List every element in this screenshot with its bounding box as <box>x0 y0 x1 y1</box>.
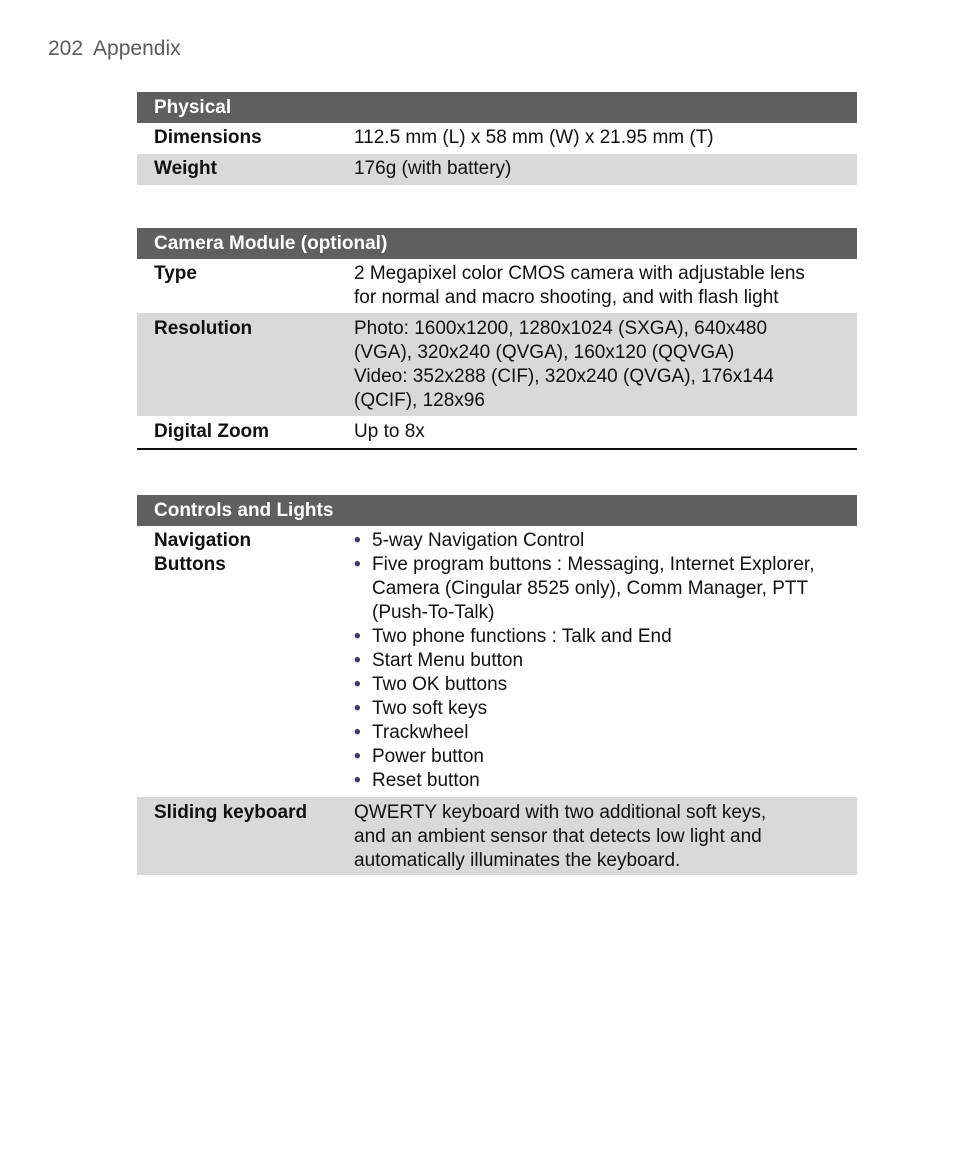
camera-table-header: Camera Module (optional) <box>137 228 857 259</box>
bullet-icon: • <box>354 530 361 551</box>
navigation-bullet-item <box>354 745 845 769</box>
sliding-keyboard-line: QWERTY keyboard with two additional soft keys, <box>354 802 767 823</box>
dimensions-label: Dimensions <box>154 127 262 148</box>
camera-resolution-line: Photo: 1600x1200, 1280x1024 (SXGA), 640x480 <box>354 318 768 339</box>
navigation-bullet-list <box>354 529 845 793</box>
page-header <box>48 36 181 62</box>
bullet-text-line: Start Menu button <box>372 650 524 671</box>
bullet-text-line: Two OK buttons <box>372 674 508 695</box>
section-title: Appendix <box>93 37 181 60</box>
camera-type-line: 2 Megapixel color CMOS camera with adjustable lens <box>354 263 805 284</box>
bullet-icon: • <box>354 554 361 575</box>
bullet-icon: • <box>354 674 361 695</box>
digital-zoom-value: Up to 8x <box>354 421 425 442</box>
camera-type-line: for normal and macro shooting, and with flash light <box>354 287 779 308</box>
bullet-text-line: Five program buttons : Messaging, Internet Explorer, <box>372 554 815 575</box>
weight-value: 176g (with battery) <box>354 158 512 179</box>
digital-zoom-label: Digital Zoom <box>154 421 270 442</box>
navigation-label-line: Navigation <box>154 530 252 551</box>
weight-row <box>137 154 857 185</box>
physical-table-header: Physical <box>137 92 857 123</box>
camera-table <box>137 228 857 450</box>
navigation-bullet-item <box>354 769 845 793</box>
navigation-bullet-item <box>354 673 845 697</box>
dimensions-row <box>137 123 857 154</box>
camera-resolution-label: Resolution <box>154 318 253 339</box>
bullet-icon: • <box>354 770 361 791</box>
navigation-bullet-item <box>354 649 845 673</box>
navigation-bullet-item <box>354 529 845 553</box>
bullet-text <box>372 745 845 769</box>
camera-resolution-value <box>354 317 857 416</box>
digital-zoom-row <box>137 416 857 450</box>
sliding-keyboard-label: Sliding keyboard <box>154 802 308 823</box>
sliding-keyboard-value <box>354 801 857 875</box>
bullet-text <box>372 625 845 649</box>
navigation-buttons-row <box>137 526 857 797</box>
camera-type-row <box>137 259 857 313</box>
navigation-label-line: Buttons <box>154 554 226 575</box>
bullet-text-line: Two phone functions : Talk and End <box>372 626 672 647</box>
bullet-icon: • <box>354 650 361 671</box>
bullet-text <box>372 553 845 625</box>
weight-label: Weight <box>154 158 217 179</box>
bullet-text-line: Power button <box>372 746 484 767</box>
bullet-text <box>372 649 845 673</box>
bullet-icon: • <box>354 626 361 647</box>
camera-type-value <box>354 262 857 313</box>
dimensions-value: 112.5 mm (L) x 58 mm (W) x 21.95 mm (T) <box>354 127 714 148</box>
camera-resolution-line: (VGA), 320x240 (QVGA), 160x120 (QQVGA) <box>354 342 735 363</box>
bullet-icon: • <box>354 722 361 743</box>
camera-type-label: Type <box>154 263 197 284</box>
bullet-text <box>372 529 845 553</box>
navigation-buttons-value <box>354 529 857 797</box>
navigation-bullet-item <box>354 697 845 721</box>
bullet-text-line: (Push-To-Talk) <box>372 602 495 623</box>
controls-table-header: Controls and Lights <box>137 495 857 526</box>
bullet-text <box>372 673 845 697</box>
bullet-text-line: Camera (Cingular 8525 only), Comm Manager, PTT <box>372 578 809 599</box>
bullet-text-line: 5-way Navigation Control <box>372 530 585 551</box>
bullet-text-line: Trackwheel <box>372 722 469 743</box>
navigation-buttons-label <box>137 529 354 797</box>
navigation-bullet-item <box>354 625 845 649</box>
bullet-icon: • <box>354 746 361 767</box>
bullet-icon: • <box>354 698 361 719</box>
sliding-keyboard-row <box>137 797 857 875</box>
physical-table <box>137 92 857 185</box>
bullet-text-line: Reset button <box>372 770 480 791</box>
camera-resolution-line: Video: 352x288 (CIF), 320x240 (QVGA), 176x144 <box>354 366 775 387</box>
bullet-text <box>372 769 845 793</box>
bullet-text <box>372 697 845 721</box>
navigation-bullet-item <box>354 553 845 625</box>
camera-resolution-line: (QCIF), 128x96 <box>354 390 485 411</box>
sliding-keyboard-line: and an ambient sensor that detects low light and <box>354 826 762 847</box>
sliding-keyboard-line: automatically illuminates the keyboard. <box>354 850 681 871</box>
controls-table <box>137 495 857 875</box>
navigation-bullet-item <box>354 721 845 745</box>
camera-resolution-row <box>137 313 857 416</box>
page-number: 202 <box>48 37 84 60</box>
bullet-text <box>372 721 845 745</box>
bullet-text-line: Two soft keys <box>372 698 488 719</box>
